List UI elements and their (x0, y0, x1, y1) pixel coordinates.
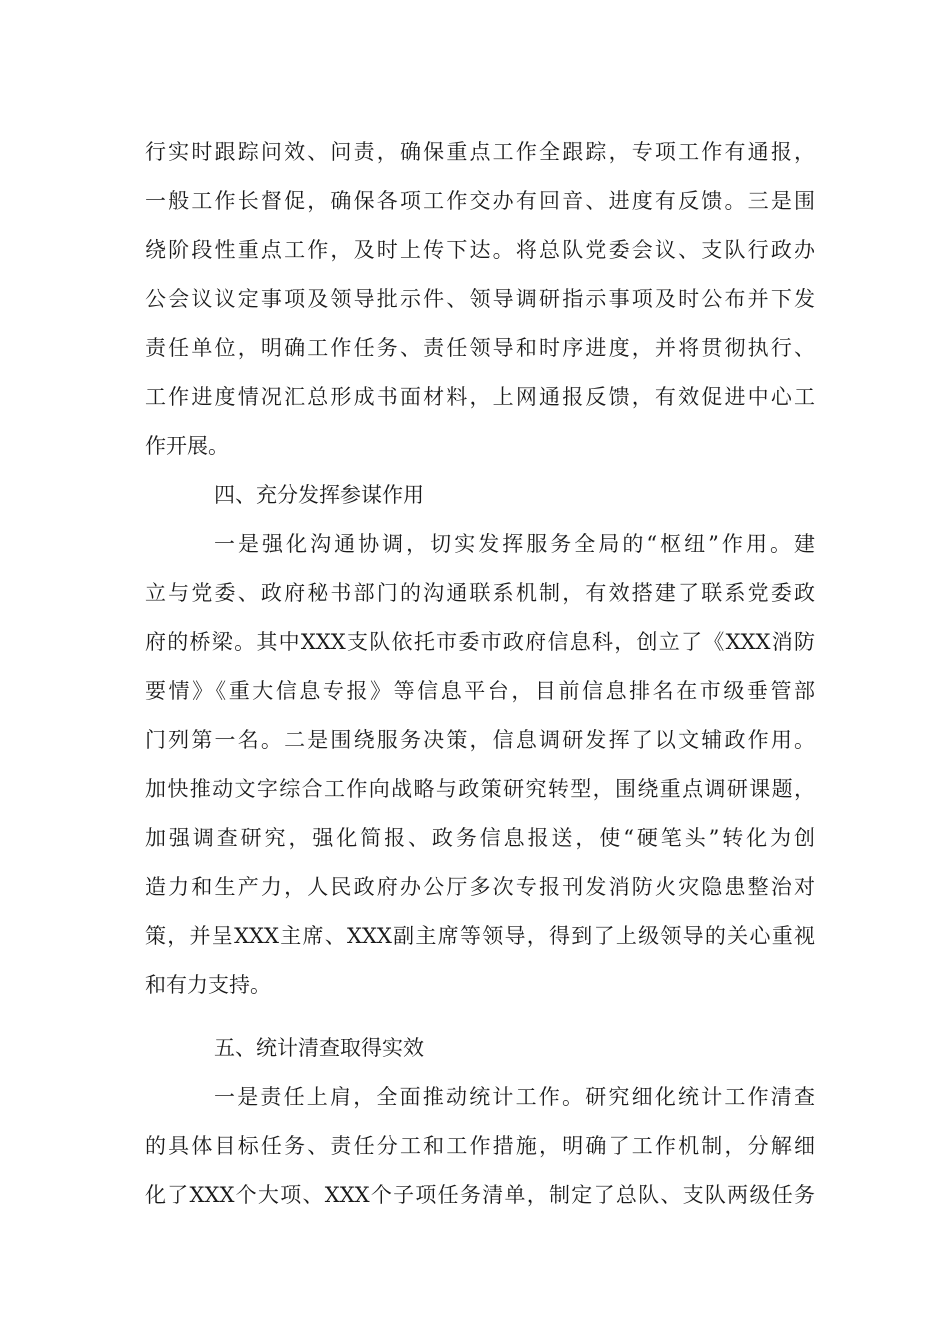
body-text-line: 府的桥梁。其中XXX支队依托市委市政府信息科，创立了《XXX消防 (145, 630, 815, 654)
body-text-line: 的具体目标任务、责任分工和工作措施，明确了工作机制，分解细 (145, 1134, 815, 1158)
body-text-line: 造力和生产力，人民政府办公厅多次专报刊发消防火灾隐患整治对 (145, 875, 815, 899)
body-text-line: 行实时跟踪问效、问责，确保重点工作全跟踪，专项工作有通报， (145, 140, 815, 164)
body-text-line: 加快推动文字综合工作向战略与政策研究转型，围绕重点调研课题， (145, 777, 815, 801)
body-text-line: 要情》《重大信息专报》等信息平台，目前信息排名在市级垂管部 (145, 679, 815, 703)
body-text-line: 和有力支持。 (145, 973, 271, 997)
body-text-line: 一是强化沟通协调，切实发挥服务全局的“枢纽”作用。建 (214, 532, 815, 556)
body-text-line: 绕阶段性重点工作，及时上传下达。将总队党委会议、支队行政办 (145, 238, 815, 262)
body-text-line: 工作进度情况汇总形成书面材料，上网通报反馈，有效促进中心工 (145, 385, 815, 409)
body-text-line: 作开展。 (145, 434, 229, 458)
body-text-line: 公会议议定事项及领导批示件、领导调研指示事项及时公布并下发 (145, 287, 815, 311)
body-text-line: 一是责任上肩，全面推动统计工作。研究细化统计工作清查 (214, 1085, 815, 1109)
body-text-line: 策，并呈XXX主席、XXX副主席等领导，得到了上级领导的关心重视 (145, 924, 815, 948)
body-text-line: 一般工作长督促，确保各项工作交办有回音、进度有反馈。三是围 (145, 189, 815, 213)
section-heading-5: 五、统计清查取得实效 (214, 1036, 424, 1060)
body-text-line: 立与党委、政府秘书部门的沟通联系机制，有效搭建了联系党委政 (145, 581, 815, 605)
body-text-line: 责任单位，明确工作任务、责任领导和时序进度，并将贯彻执行、 (145, 336, 815, 360)
body-text-line: 化了XXX个大项、XXX个子项任务清单，制定了总队、支队两级任务 (145, 1183, 815, 1207)
section-heading-4: 四、充分发挥参谋作用 (214, 483, 424, 507)
body-text-line: 加强调查研究，强化简报、政务信息报送，使“硬笔头”转化为创 (145, 826, 815, 850)
body-text-line: 门列第一名。二是围绕服务决策，信息调研发挥了以文辅政作用。 (145, 728, 815, 752)
